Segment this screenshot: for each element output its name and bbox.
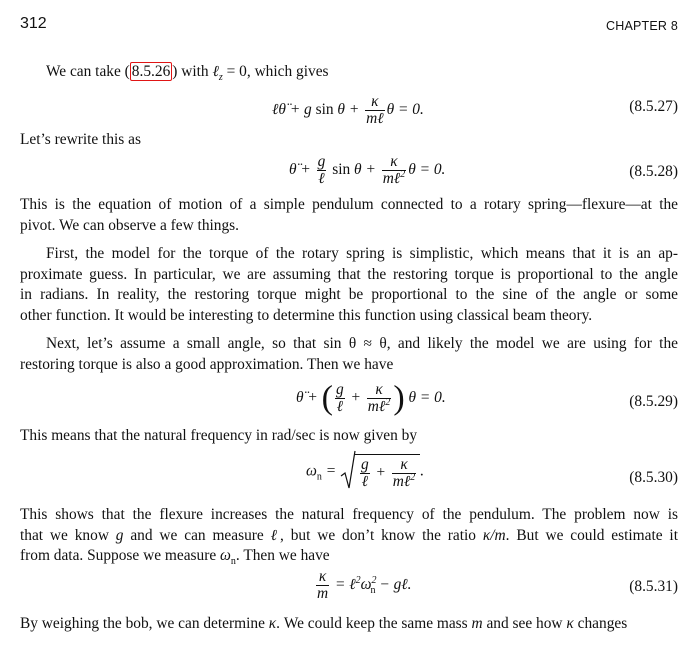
small-angle-approx: sin θ ≈ θ — [323, 335, 387, 352]
equation-8-5-29: θ̈ + ( $\frac{g}{\text{ℓ}}$ + $\frac{\kappa}{m\ell^2}$ ) θ = 0. (8.5.29) — [296, 379, 678, 417]
paragraph-rewrite: Let’s rewrite this as — [20, 131, 141, 148]
paragraph-small-angle: Next, let’s assume a small angle, so that sin θ ≈ θ, and likely the model we are using for the restoring torque is also a good approximation. Then we have — [20, 335, 678, 373]
equation-number: (8.5.27) — [629, 98, 678, 115]
equation-number: (8.5.30) — [629, 469, 678, 486]
paragraph-intro: We can take ( 8.5.26 ) with ℓ$_z$ = 0, which gives — [46, 63, 329, 84]
equation-number: (8.5.31) — [629, 578, 678, 595]
equation-8-5-31: $\frac{\kappa}{m}$ = $\ell^2\omega^2_n$ − gℓ. (8.5.31) — [317, 568, 678, 602]
paragraph-equation-of-motion: This is the equation of motion of a simple pendulum connected to a rotary spring—flexure—at the pivot. We can observe a few things. — [20, 196, 678, 234]
paragraph-natural-frequency: This means that the natural frequency in rad/sec is now given by — [20, 427, 418, 444]
paragraph-torque-model: First, the model for the torque of the rotary spring is simplistic, which means that it is an ap- proximate guess. In particular, we are assuming that the restoring torque is proportional to the angle in radians. In reality, the restoring torque might be proportional to the sine of the angle or some other function. It would be interesting to determine this function using classical beam theory. — [20, 245, 678, 324]
paragraph-weighing: By weighing the bob, we can determine κ. We could keep the same mass m and see how κ changes — [20, 615, 628, 632]
equation-number: (8.5.28) — [629, 163, 678, 180]
equation-number: (8.5.29) — [629, 393, 678, 410]
equation-reference-link[interactable]: 8.5.26 — [131, 63, 171, 80]
page-number: 312 — [20, 15, 47, 32]
equation-8-5-30: $\omega_n$ = $\frac{g}{\text{ℓ}}$ + $\frac{\kappa}{m\ell^2}$ . (8.5.30) — [20, 452, 678, 492]
equation-8-5-28: θ̈ + $\frac{g}{\text{ℓ}}$ sin θ + $\frac{\kappa}{m\ell^2}$ θ = 0. (8.5.28) — [289, 153, 678, 187]
paragraph-flexure: This shows that the flexure increases the natural frequency of the pendulum. The problem now is that we know g and we can measure ℓ, but we don’t know the ratio κ/m. But we could estimate it from data. Suppose we measure $\omega_n$. Then we have — [20, 506, 678, 568]
chapter-header: CHAPTER 8 — [606, 19, 678, 33]
equation-8-5-27: ℓθ̈ + g sin θ + $\frac{\kappa}{\text{mℓ}}$ θ = 0. (8.5.27) — [272, 93, 678, 127]
